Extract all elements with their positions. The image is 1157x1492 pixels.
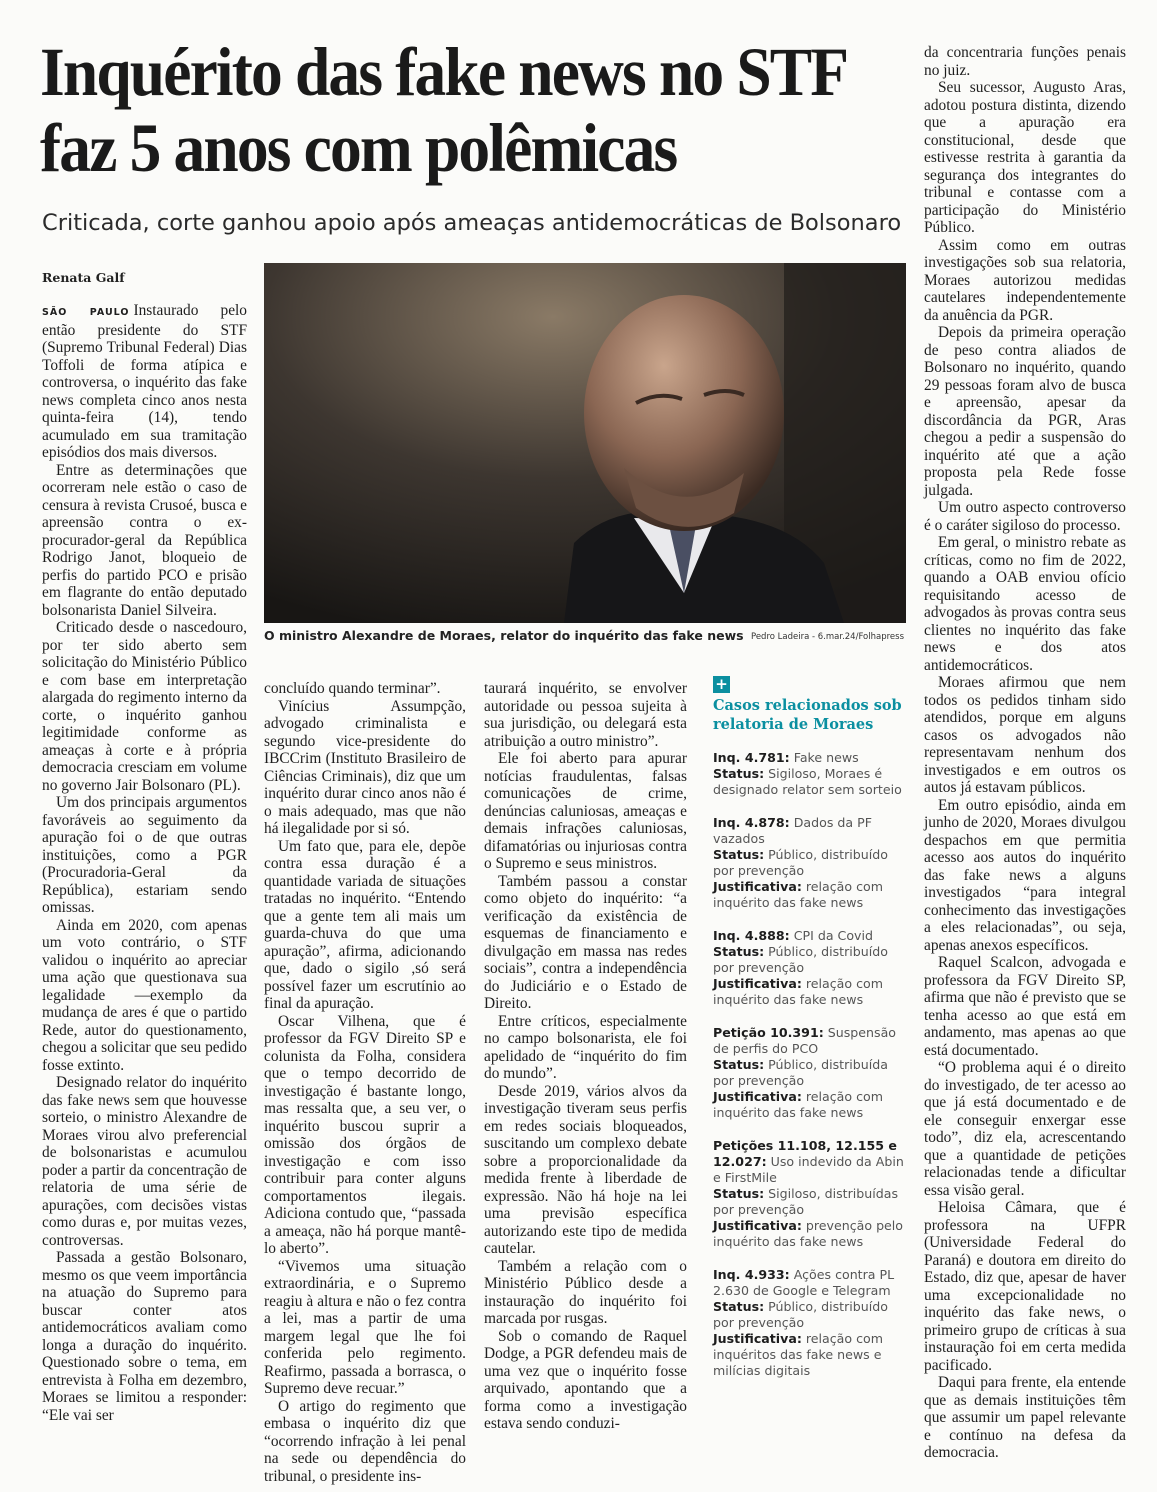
case-topic: Fake news xyxy=(793,750,859,765)
case-item: Petições 11.108, 12.155 e 12.027: Uso indevido da Abin e FirstMile Status: Sigiloso, distribuídas por prevenção Justificativa: prevenção pelo inquérito das fake news xyxy=(713,1138,904,1249)
related-cases-title: Casos relacionados sob relatoria de Moraes xyxy=(713,697,902,733)
case-id: Inq. 4.878: xyxy=(713,815,790,830)
paragraph: concluído quando terminar”. xyxy=(264,680,441,697)
paragraph: Em geral, o ministro rebate as críticas, como no fim de 2022, quando a OAB enviou ofício requisitando acesso de advogados às provas contra seus clientes no inquérito das fake news e dos atos antidemocráticos. xyxy=(924,534,1126,674)
case-item: Petição 10.391: Suspensão de perfis do PCO Status: Público, distribuída por prevenção Justificativa: relação com inquérito das fake news xyxy=(713,1025,897,1120)
paragraph: Entre as determinações que ocorreram nele estão o caso de censura à revista Crusoé, busca e apreensão contra o ex-procurador-geral da República Rodrigo Janot, bloqueio de perfis do partido PCO e prisão em flagrante do então deputado bolsonarista Daniel Silveira. xyxy=(42,461,247,619)
paragraph: Raquel Scalcon, advogada e professora da FGV Direito SP, afirma que não é previsto que se tenha acesso ao que está em andamento, mas apenas ao que está documentado. xyxy=(924,954,1126,1059)
case-justification: prevenção pelo inquérito das fake news xyxy=(713,1218,904,1249)
photo-credit: Pedro Ladeira - 6.mar.24/Folhapress xyxy=(751,632,904,642)
case-item: Inq. 4.781: Fake news Status: Sigiloso, Moraes é designado relator sem sorteio xyxy=(713,750,902,797)
subtitle: Criticada, corte ganhou apoio após ameaças antidemocráticas de Bolsonaro xyxy=(42,210,902,236)
paragraph: Assim como em outras investigações sob sua relatoria, Moraes autorizou medidas cautelares independentemente da anuência da PGR. xyxy=(924,236,1126,324)
case-topic: Suspensão de perfis do PCO xyxy=(713,1025,897,1056)
case-status: Público, distribuído por prevenção xyxy=(713,1299,888,1330)
article-column-2 xyxy=(264,680,466,1485)
article-column-1 xyxy=(42,302,247,1424)
related-cases-box xyxy=(713,676,909,1396)
paragraph: Depois da primeira operação de peso contra aliados de Bolsonaro no inquérito, quando 29 pessoas foram alvo de busca e apreensão, apesar da discordância da PGR, Aras chegou a pedir a suspensão do inquérito até que a ação proposta pela Rede fosse julgada. xyxy=(924,324,1126,499)
case-item: Inq. 4.878: Dados da PF vazados Status: Público, distribuído por prevenção Justificativa: relação com inquérito das fake news xyxy=(713,815,888,910)
paragraph: Passada a gestão Bolsonaro, mesmo os que veem importância na atuação do Supremo para buscar conter atos antidemocráticos avaliam como longa a duração do inquérito. Questionado sobre o tema, em entrevista à Folha em dezembro, Moraes se limitou a responder: “Ele vai ser xyxy=(42,1249,247,1424)
case-id: Petições 11.108, 12.155 e 12.027: xyxy=(713,1138,897,1169)
paragraph: Seu sucessor, Augusto Aras, adotou postura distinta, dizendo que a apuração era constitucional, desde que estivesse restrita à garantia da segurança dos integrantes do tribunal e contasse com a participação do Ministério Público. xyxy=(924,79,1126,236)
photo-caption: O ministro Alexandre de Moraes, relator do inquérito das fake news xyxy=(264,628,744,643)
paragraph: Sob o comando de Raquel Dodge, a PGR defendeu mais de uma vez que o inquérito fosse arquivado, apontando que a forma como a investigação estava sendo conduzi- xyxy=(484,1327,687,1432)
case-status: Público, distribuído por prevenção xyxy=(713,944,888,975)
case-justification: relação com inquérito das fake news xyxy=(713,879,884,910)
paragraph: da concentraria funções penais no juiz. xyxy=(924,44,1126,79)
case-id: Inq. 4.933: xyxy=(713,1267,790,1282)
paragraph: Um outro aspecto controverso é o caráter sigiloso do processo. xyxy=(924,499,1126,534)
case-item: Inq. 4.888: CPI da Covid Status: Público, distribuído por prevenção Justificativa: relação com inquérito das fake news xyxy=(713,928,888,1007)
headline: Inquérito das fake news no STF faz 5 anos com polêmicas xyxy=(40,34,845,186)
paragraph: Vinícius Assumpção, advogado criminalista e segundo vice-presidente do IBCCrim (Instituto Brasileiro de Ciências Criminais), diz que um inquérito durar cinco anos não é o mais adequado, mas que não há ilegalidade por si só. xyxy=(264,697,466,837)
paragraph: Também a relação com o Ministério Público desde a instauração do inquérito foi marcada por rusgas. xyxy=(484,1257,687,1327)
case-status: Sigiloso, distribuídas por prevenção xyxy=(713,1186,899,1217)
article-column-4 xyxy=(924,44,1126,1462)
byline: Renata Galf xyxy=(42,270,125,285)
case-topic: Ações contra PL 2.630 de Google e Telegram xyxy=(713,1267,895,1298)
case-status: Público, distribuído por prevenção xyxy=(713,847,888,878)
case-id: Petição 10.391: xyxy=(713,1025,824,1040)
case-item: Inq. 4.933: Ações contra PL 2.630 de Google e Telegram Status: Público, distribuído por prevenção Justificativa: relação com inquéritos das fake news e milícias digitais xyxy=(713,1267,895,1378)
paragraph: Um dos principais argumentos favoráveis ao seguimento da apuração foi o de que outras instituições, como a PGR (Procuradoria-Geral da República), estariam sendo omissas. xyxy=(42,794,247,916)
paragraph: SÃO PAULO Instaurado pelo então presidente do STF (Supremo Tribunal Federal) Dias Toffoli de forma atípica e controversa, o inquérito das fake news completa cinco anos nesta quinta-feira (14), tendo acumulado em sua tramitação episódios dos mais diversos. xyxy=(42,302,247,461)
paragraph: Ele foi aberto para apurar notícias fraudulentas, falsas comunicações de crime, denúncias caluniosas, ameaças e demais infrações caluniosas, difamatórias ou injuriosas contra o Supremo e seus ministros. xyxy=(484,750,687,872)
paragraph: Em outro episódio, ainda em junho de 2020, Moraes divulgou despachos em que permitia acesso aos autos do inquérito das fake news a alguns investigados “para integral conhecimento das investigações a eles relacionadas”, ou seja, apenas anexos específicos. xyxy=(924,796,1126,954)
paragraph: Entre críticos, especialmente no campo bolsonarista, ele foi apelidado de “inquérito do fim do mundo”. xyxy=(484,1012,687,1082)
article-column-3 xyxy=(484,680,687,1433)
paragraph: O artigo do regimento que embasa o inquérito diz que “ocorrendo infração à lei penal na sede ou dependência do tribunal, o presidente ins- xyxy=(264,1397,466,1485)
paragraph: Oscar Vilhena, que é professor da FGV Direito SP e colunista da Folha, considera que o tempo decorrido de investigação é bastante longo, mas ressalta que, a seu ver, o inquérito buscou suprir a omissão dos órgãos de investigação e com isso contribuir para conter alguns comportamentos ilegais. Adiciona contudo que, “passada a ameaça, não há porque mantê-lo aberto”. xyxy=(264,1012,466,1257)
case-topic: CPI da Covid xyxy=(793,928,873,943)
paragraph: Moraes afirmou que nem todos os pedidos tinham sido atendidos, porque em alguns casos os advogados não representavam nenhum dos investigados e em outros os autos já estavam públicos. xyxy=(924,674,1126,796)
paragraph: “O problema aqui é o direito do investigado, de ter acesso ao que já está documentado e de ele conseguir enxergar esse todo”, diz ela, acrescentando que a quantidade de petições relacionadas tende a dificultar essa visão geral. xyxy=(924,1059,1126,1199)
paragraph: Heloisa Câmara, que é professora na UFPR (Universidade Federal do Paraná) e doutora em direito do Estado, diz que, apesar de haver uma excepcionalidade no inquérito das fake news, o primeiro grupo de críticas à sua instauração foi em certa medida pacificado. xyxy=(924,1199,1126,1374)
photo-alexandre-de-moraes xyxy=(264,263,906,623)
paragraph: Criticado desde o nascedouro, por ter sido aberto sem solicitação do Ministério Público e com base em interpretação alargada do regimento interno da corte, o inquérito ganhou legitimidade conforme as ameaças à corte e à própria democracia cresciam em volume no governo Jair Bolsonaro (PL). xyxy=(42,619,247,794)
paragraph: taurará inquérito, se envolver autoridade ou pessoa sujeita à sua jurisdição, ou delegará esta atribuição a outro ministro”. xyxy=(484,680,687,750)
case-justification: relação com inquérito das fake news xyxy=(713,1089,884,1120)
case-status: Público, distribuída por prevenção xyxy=(713,1057,888,1088)
paragraph: Ainda em 2020, com apenas um voto contrário, o STF validou o inquérito ao apreciar uma ação que questionava sua legalidade —exemplo da mudança de ares é que o partido Rede, autor do questionamento, chegou a solicitar que seu pedido fosse extinto. xyxy=(42,916,247,1074)
case-justification: relação com inquéritos das fake news e milícias digitais xyxy=(713,1331,884,1378)
paragraph: Também passou a constar como objeto do inquérito: “a verificação da existência de esquemas de financiamento e divulgação em massa nas redes sociais”, contra a independência do Judiciário e o Estado de Direito. xyxy=(484,872,687,1012)
case-justification: relação com inquérito das fake news xyxy=(713,976,884,1007)
paragraph: Desde 2019, vários alvos da investigação tiveram seus perfis em redes sociais bloqueados, suscitando um complexo debate sobre a proporcionalidade da medida frente à liberdade de expressão. Não há hoje na lei uma previsão específica autorizando este tipo de medida cautelar. xyxy=(484,1082,687,1257)
photo-illustration xyxy=(264,263,906,623)
case-topic: Dados da PF vazados xyxy=(713,815,872,846)
dateline: SÃO PAULO xyxy=(42,307,130,318)
plus-icon: + xyxy=(713,676,730,693)
paragraph: Um fato que, para ele, depõe contra essa duração é a quantidade variada de situações tratadas no inquérito. “Entendo que a gente tem ali mais um guarda-chuva do que uma apuração”, afirma, adicionando que, dado o sigilo ,só será possível fazer um escrutínio ao final da apuração. xyxy=(264,837,466,1012)
case-topic: Uso indevido da Abin e FirstMile xyxy=(713,1154,904,1185)
case-id: Inq. 4.781: xyxy=(713,750,790,765)
paragraph: Designado relator do inquérito das fake news sem que houvesse sorteio, o ministro Alexandre de Moraes virou alvo preferencial de bolsonaristas e acumulou poder a partir da concentração de relatoria de uma série de apurações, com decisões vistas como duras e, por muitas vezes, controversas. xyxy=(42,1074,247,1249)
paragraph: “Vivemos uma situação extraordinária, e o Supremo reagiu à altura e não o fez contra a lei, mas a partir de uma margem legal que lhe foi conferida pelo regimento. Reafirmo, passada a borrasca, o Supremo deve recuar.” xyxy=(264,1257,466,1397)
paragraph: Daqui para frente, ela entende que as demais instituições têm que assumir um papel relevante e contínuo na defesa da democracia. xyxy=(924,1374,1126,1461)
case-status: Sigiloso, Moraes é designado relator sem sorteio xyxy=(713,766,902,797)
case-id: Inq. 4.888: xyxy=(713,928,790,943)
